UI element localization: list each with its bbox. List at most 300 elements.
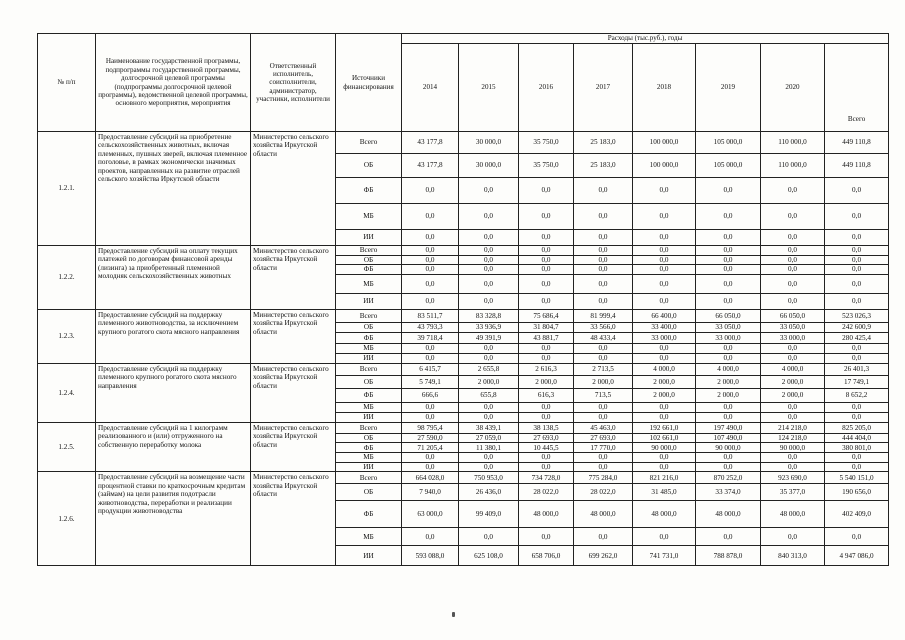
year-value: 66 050,0 <box>761 309 825 322</box>
year-value: 0,0 <box>761 274 825 293</box>
measure-name: Предоставление субсидий на поддержку племенного крупного рогатого скота мясного направления <box>96 363 251 422</box>
year-value: 0,0 <box>574 246 633 256</box>
total-value: 280 425,4 <box>825 332 889 343</box>
year-value: 0,0 <box>696 256 761 265</box>
year-value: 2 000,0 <box>696 375 761 388</box>
year-value: 0,0 <box>402 178 459 204</box>
year-value: 923 690,0 <box>761 472 825 484</box>
year-value: 192 661,0 <box>633 422 696 433</box>
responsible-executor: Министерство сельского хозяйства Иркутской области <box>251 309 336 363</box>
year-value: 75 686,4 <box>519 309 574 322</box>
year-value: 35 750,0 <box>519 154 574 178</box>
year-value: 83 328,8 <box>459 309 519 322</box>
year-value: 38 138,5 <box>519 422 574 433</box>
year-value: 0,0 <box>633 256 696 265</box>
year-value: 0,0 <box>574 178 633 204</box>
year-value: 0,0 <box>574 353 633 363</box>
year-value: 4 000,0 <box>761 363 825 375</box>
year-value: 0,0 <box>402 204 459 230</box>
funding-source: ФБ <box>336 265 402 274</box>
year-value: 48 433,4 <box>574 332 633 343</box>
header-year-2017: 2017 <box>574 44 633 132</box>
header-year-2014: 2014 <box>402 44 459 132</box>
year-value: 0,0 <box>519 402 574 412</box>
year-value: 197 490,0 <box>696 422 761 433</box>
year-value: 0,0 <box>574 412 633 422</box>
measure-name: Предоставление субсидий на возмещение части процентной ставки по краткосрочным кредитам (займам) на цели развития подотрасли животноводства, переработки и реализации продукции животноводства <box>96 472 251 566</box>
header-year-2015: 2015 <box>459 44 519 132</box>
year-value: 33 400,0 <box>633 322 696 332</box>
year-value: 840 313,0 <box>761 546 825 566</box>
year-value: 821 216,0 <box>633 472 696 484</box>
year-value: 27 693,0 <box>574 433 633 442</box>
year-value: 0,0 <box>696 265 761 274</box>
total-value: 4 947 086,0 <box>825 546 889 566</box>
year-value: 17 770,0 <box>574 443 633 453</box>
year-value: 0,0 <box>402 528 459 546</box>
year-value: 0,0 <box>519 204 574 230</box>
year-value: 107 490,0 <box>696 433 761 442</box>
total-value: 0,0 <box>825 293 889 309</box>
funding-source: ФБ <box>336 501 402 528</box>
total-value: 0,0 <box>825 274 889 293</box>
measure-name: Предоставление субсидий на приобретение сельскохозяйственных животных, включая племенных, пушных зверей, включая племенное поголовье, в рамках экономически значимых проектов, направленных на развитие отраслей сельского хозяйства Иркутской области <box>96 132 251 246</box>
year-value: 110 000,0 <box>761 132 825 154</box>
year-value: 0,0 <box>459 274 519 293</box>
year-value: 28 022,0 <box>574 484 633 501</box>
year-value: 0,0 <box>459 256 519 265</box>
total-value: 190 656,0 <box>825 484 889 501</box>
row-number: 1.2.5. <box>38 422 96 471</box>
total-value: 26 401,3 <box>825 363 889 375</box>
year-value: 0,0 <box>574 265 633 274</box>
table-row <box>38 246 889 256</box>
total-value: 0,0 <box>825 353 889 363</box>
measure-name: Предоставление субсидий на 1 килограмм реализованного и (или) отгруженного на собственную переработку молока <box>96 422 251 471</box>
year-value: 0,0 <box>574 462 633 471</box>
year-value: 0,0 <box>761 402 825 412</box>
funding-source: ФБ <box>336 443 402 453</box>
year-value: 0,0 <box>761 462 825 471</box>
row-number: 1.2.1. <box>38 132 96 246</box>
table-row <box>38 363 889 375</box>
year-value: 0,0 <box>402 230 459 246</box>
table-row <box>38 422 889 433</box>
year-value: 48 000,0 <box>696 501 761 528</box>
header-year-2020: 2020 <box>761 44 825 132</box>
year-value: 0,0 <box>633 246 696 256</box>
year-value: 0,0 <box>459 343 519 353</box>
year-value: 0,0 <box>402 462 459 471</box>
year-value: 49 391,9 <box>459 332 519 343</box>
year-value: 734 728,0 <box>519 472 574 484</box>
year-value: 63 000,0 <box>402 501 459 528</box>
year-value: 0,0 <box>761 412 825 422</box>
funding-source: ФБ <box>336 178 402 204</box>
year-value: 0,0 <box>519 274 574 293</box>
year-value: 0,0 <box>633 353 696 363</box>
funding-source: ОБ <box>336 322 402 332</box>
funding-source: ФБ <box>336 332 402 343</box>
year-value: 0,0 <box>519 265 574 274</box>
year-value: 0,0 <box>459 230 519 246</box>
header-name: Наименование государственной программы, подпрограммы государственной программы, долгосрочной целевой программы (подпрограммы долгосрочной целевой программы), ведомственной целевой программы, основного мероприятия, мероприятия <box>96 34 251 132</box>
year-value: 105 000,0 <box>696 132 761 154</box>
year-value: 26 436,0 <box>459 484 519 501</box>
year-value: 43 793,3 <box>402 322 459 332</box>
year-value: 0,0 <box>402 453 459 462</box>
year-value: 0,0 <box>761 353 825 363</box>
year-value: 81 999,4 <box>574 309 633 322</box>
year-value: 39 718,4 <box>402 332 459 343</box>
funding-source: ОБ <box>336 256 402 265</box>
year-value: 0,0 <box>574 343 633 353</box>
table-row <box>38 132 889 154</box>
year-value: 4 000,0 <box>633 363 696 375</box>
year-value: 0,0 <box>519 353 574 363</box>
year-value: 90 000,0 <box>696 443 761 453</box>
total-value: 380 801,0 <box>825 443 889 453</box>
year-value: 0,0 <box>519 462 574 471</box>
measure-name: Предоставление субсидий на оплату текущих платежей по договорам финансовой аренды (лизинга) за приобретенный племенной молодняк сельскохозяйственных животных <box>96 246 251 310</box>
year-value: 43 881,7 <box>519 332 574 343</box>
year-value: 0,0 <box>519 528 574 546</box>
row-number: 1.2.2. <box>38 246 96 310</box>
year-value: 0,0 <box>459 204 519 230</box>
table-row <box>38 472 889 484</box>
table-body <box>38 132 889 566</box>
year-value: 0,0 <box>761 178 825 204</box>
year-value: 0,0 <box>459 462 519 471</box>
funding-source: ИИ <box>336 462 402 471</box>
year-value: 2 000,0 <box>761 375 825 388</box>
year-value: 0,0 <box>696 412 761 422</box>
total-value: 0,0 <box>825 402 889 412</box>
header-year-2018: 2018 <box>633 44 696 132</box>
year-value: 2 713,5 <box>574 363 633 375</box>
year-value: 0,0 <box>459 528 519 546</box>
total-value: 0,0 <box>825 230 889 246</box>
funding-source: МБ <box>336 402 402 412</box>
year-value: 775 284,0 <box>574 472 633 484</box>
year-value: 616,3 <box>519 388 574 402</box>
year-value: 0,0 <box>761 256 825 265</box>
year-value: 102 661,0 <box>633 433 696 442</box>
header-expenses: Расходы (тыс.руб.), годы <box>402 34 889 44</box>
total-value: 0,0 <box>825 453 889 462</box>
year-value: 66 050,0 <box>696 309 761 322</box>
funding-source: Всего <box>336 246 402 256</box>
year-value: 2 000,0 <box>633 375 696 388</box>
funding-source: ИИ <box>336 293 402 309</box>
year-value: 27 059,0 <box>459 433 519 442</box>
funding-source: ОБ <box>336 375 402 388</box>
year-value: 0,0 <box>519 343 574 353</box>
year-value: 43 177,8 <box>402 154 459 178</box>
total-value: 0,0 <box>825 412 889 422</box>
year-value: 0,0 <box>761 230 825 246</box>
year-value: 25 183,0 <box>574 154 633 178</box>
year-value: 2 000,0 <box>574 375 633 388</box>
total-value: 0,0 <box>825 462 889 471</box>
total-value: 0,0 <box>825 178 889 204</box>
year-value: 105 000,0 <box>696 154 761 178</box>
year-value: 214 218,0 <box>761 422 825 433</box>
year-value: 0,0 <box>761 293 825 309</box>
funding-source: Всего <box>336 363 402 375</box>
year-value: 5 749,1 <box>402 375 459 388</box>
year-value: 0,0 <box>574 293 633 309</box>
year-value: 33 000,0 <box>633 332 696 343</box>
year-value: 25 183,0 <box>574 132 633 154</box>
year-value: 0,0 <box>633 230 696 246</box>
funding-source: МБ <box>336 343 402 353</box>
total-value: 8 652,2 <box>825 388 889 402</box>
year-value: 699 262,0 <box>574 546 633 566</box>
year-value: 71 205,4 <box>402 443 459 453</box>
year-value: 0,0 <box>519 246 574 256</box>
year-value: 83 511,7 <box>402 309 459 322</box>
year-value: 33 000,0 <box>761 332 825 343</box>
year-value: 0,0 <box>459 402 519 412</box>
header-total: Всего <box>825 44 889 132</box>
year-value: 0,0 <box>633 402 696 412</box>
year-value: 33 000,0 <box>696 332 761 343</box>
total-value: 444 404,0 <box>825 433 889 442</box>
year-value: 0,0 <box>574 256 633 265</box>
year-value: 2 000,0 <box>696 388 761 402</box>
year-value: 870 252,0 <box>696 472 761 484</box>
year-value: 0,0 <box>519 412 574 422</box>
year-value: 0,0 <box>402 402 459 412</box>
year-value: 0,0 <box>696 353 761 363</box>
year-value: 48 000,0 <box>761 501 825 528</box>
total-value: 402 409,0 <box>825 501 889 528</box>
funding-source: ИИ <box>336 546 402 566</box>
year-value: 31 485,0 <box>633 484 696 501</box>
year-value: 0,0 <box>574 402 633 412</box>
budget-table <box>37 33 889 566</box>
year-value: 0,0 <box>402 256 459 265</box>
header-num: № п/п <box>38 34 96 132</box>
total-value: 242 600,9 <box>825 322 889 332</box>
year-value: 38 439,1 <box>459 422 519 433</box>
funding-source: ИИ <box>336 412 402 422</box>
year-value: 35 377,0 <box>761 484 825 501</box>
total-value: 523 026,3 <box>825 309 889 322</box>
total-value: 0,0 <box>825 256 889 265</box>
funding-source: МБ <box>336 528 402 546</box>
year-value: 0,0 <box>696 274 761 293</box>
year-value: 2 655,8 <box>459 363 519 375</box>
year-value: 100 000,0 <box>633 154 696 178</box>
year-value: 33 566,0 <box>574 322 633 332</box>
funding-source: ИИ <box>336 230 402 246</box>
year-value: 98 795,4 <box>402 422 459 433</box>
year-value: 48 000,0 <box>519 501 574 528</box>
year-value: 0,0 <box>402 343 459 353</box>
year-value: 0,0 <box>761 528 825 546</box>
year-value: 45 463,0 <box>574 422 633 433</box>
year-value: 33 936,9 <box>459 322 519 332</box>
year-value: 0,0 <box>459 353 519 363</box>
year-value: 99 409,0 <box>459 501 519 528</box>
year-value: 27 693,0 <box>519 433 574 442</box>
year-value: 0,0 <box>633 293 696 309</box>
year-value: 0,0 <box>696 402 761 412</box>
year-value: 0,0 <box>696 178 761 204</box>
year-value: 0,0 <box>696 453 761 462</box>
year-value: 713,5 <box>574 388 633 402</box>
row-number: 1.2.3. <box>38 309 96 363</box>
year-value: 7 940,0 <box>402 484 459 501</box>
year-value: 0,0 <box>574 230 633 246</box>
total-value: 0,0 <box>825 246 889 256</box>
funding-source: МБ <box>336 274 402 293</box>
year-value: 48 000,0 <box>574 501 633 528</box>
header-responsible: Ответственный исполнитель, соисполнители, администратор, участники, исполнители <box>251 34 336 132</box>
year-value: 0,0 <box>574 274 633 293</box>
year-value: 30 000,0 <box>459 154 519 178</box>
year-value: 0,0 <box>761 204 825 230</box>
year-value: 0,0 <box>761 246 825 256</box>
year-value: 0,0 <box>696 462 761 471</box>
year-value: 30 000,0 <box>459 132 519 154</box>
year-value: 0,0 <box>633 528 696 546</box>
funding-source: ОБ <box>336 433 402 442</box>
year-value: 0,0 <box>402 274 459 293</box>
year-value: 0,0 <box>459 178 519 204</box>
year-value: 90 000,0 <box>633 443 696 453</box>
year-value: 0,0 <box>696 343 761 353</box>
measure-name: Предоставление субсидий на поддержку племенного животноводства, за исключением крупного рогатого скота мясного направления <box>96 309 251 363</box>
total-value: 449 110,8 <box>825 154 889 178</box>
year-value: 33 050,0 <box>761 322 825 332</box>
year-value: 43 177,8 <box>402 132 459 154</box>
year-value: 2 000,0 <box>761 388 825 402</box>
year-value: 0,0 <box>574 204 633 230</box>
year-value: 0,0 <box>761 343 825 353</box>
year-value: 0,0 <box>696 230 761 246</box>
year-value: 4 000,0 <box>696 363 761 375</box>
funding-source: МБ <box>336 204 402 230</box>
funding-source: Всего <box>336 132 402 154</box>
header-sources: Источники финансирования <box>336 34 402 132</box>
year-value: 0,0 <box>519 453 574 462</box>
year-value: 0,0 <box>574 453 633 462</box>
year-value: 0,0 <box>519 230 574 246</box>
year-value: 33 374,0 <box>696 484 761 501</box>
year-value: 0,0 <box>519 178 574 204</box>
year-value: 48 000,0 <box>633 501 696 528</box>
funding-source: ОБ <box>336 154 402 178</box>
year-value: 0,0 <box>574 528 633 546</box>
year-value: 0,0 <box>633 453 696 462</box>
responsible-executor: Министерство сельского хозяйства Иркутской области <box>251 472 336 566</box>
table-header <box>38 34 889 132</box>
total-value: 0,0 <box>825 265 889 274</box>
header-year-2016: 2016 <box>519 44 574 132</box>
year-value: 750 953,0 <box>459 472 519 484</box>
year-value: 0,0 <box>459 412 519 422</box>
year-value: 0,0 <box>696 528 761 546</box>
year-value: 100 000,0 <box>633 132 696 154</box>
year-value: 655,8 <box>459 388 519 402</box>
year-value: 0,0 <box>402 412 459 422</box>
year-value: 33 050,0 <box>696 322 761 332</box>
total-value: 0,0 <box>825 528 889 546</box>
year-value: 0,0 <box>696 204 761 230</box>
row-number: 1.2.6. <box>38 472 96 566</box>
year-value: 0,0 <box>402 293 459 309</box>
year-value: 0,0 <box>633 462 696 471</box>
scan-speck <box>452 612 455 617</box>
year-value: 27 590,0 <box>402 433 459 442</box>
responsible-executor: Министерство сельского хозяйства Иркутской области <box>251 422 336 471</box>
row-number: 1.2.4. <box>38 363 96 422</box>
year-value: 0,0 <box>459 293 519 309</box>
year-value: 0,0 <box>459 453 519 462</box>
year-value: 2 616,3 <box>519 363 574 375</box>
total-value: 0,0 <box>825 204 889 230</box>
year-value: 666,6 <box>402 388 459 402</box>
total-value: 825 205,0 <box>825 422 889 433</box>
funding-source: ИИ <box>336 353 402 363</box>
year-value: 90 000,0 <box>761 443 825 453</box>
total-value: 17 749,1 <box>825 375 889 388</box>
year-value: 0,0 <box>402 246 459 256</box>
year-value: 0,0 <box>633 178 696 204</box>
funding-source: МБ <box>336 453 402 462</box>
year-value: 664 028,0 <box>402 472 459 484</box>
year-value: 0,0 <box>459 265 519 274</box>
year-value: 0,0 <box>402 353 459 363</box>
table-row <box>38 309 889 322</box>
year-value: 35 750,0 <box>519 132 574 154</box>
year-value: 66 400,0 <box>633 309 696 322</box>
year-value: 10 445,5 <box>519 443 574 453</box>
year-value: 0,0 <box>633 204 696 230</box>
year-value: 788 878,0 <box>696 546 761 566</box>
total-value: 449 110,8 <box>825 132 889 154</box>
year-value: 0,0 <box>633 265 696 274</box>
total-value: 5 540 151,0 <box>825 472 889 484</box>
year-value: 2 000,0 <box>519 375 574 388</box>
year-value: 0,0 <box>696 293 761 309</box>
year-value: 658 706,0 <box>519 546 574 566</box>
year-value: 110 000,0 <box>761 154 825 178</box>
year-value: 0,0 <box>402 265 459 274</box>
year-value: 31 804,7 <box>519 322 574 332</box>
responsible-executor: Министерство сельского хозяйства Иркутской области <box>251 132 336 246</box>
year-value: 2 000,0 <box>459 375 519 388</box>
year-value: 0,0 <box>633 343 696 353</box>
year-value: 0,0 <box>696 246 761 256</box>
year-value: 593 088,0 <box>402 546 459 566</box>
year-value: 2 000,0 <box>633 388 696 402</box>
year-value: 0,0 <box>519 293 574 309</box>
year-value: 0,0 <box>459 246 519 256</box>
funding-source: Всего <box>336 309 402 322</box>
funding-source: Всего <box>336 422 402 433</box>
year-value: 11 380,1 <box>459 443 519 453</box>
funding-source: ФБ <box>336 388 402 402</box>
year-value: 741 731,0 <box>633 546 696 566</box>
responsible-executor: Министерство сельского хозяйства Иркутской области <box>251 246 336 310</box>
year-value: 0,0 <box>633 274 696 293</box>
year-value: 6 415,7 <box>402 363 459 375</box>
year-value: 28 022,0 <box>519 484 574 501</box>
